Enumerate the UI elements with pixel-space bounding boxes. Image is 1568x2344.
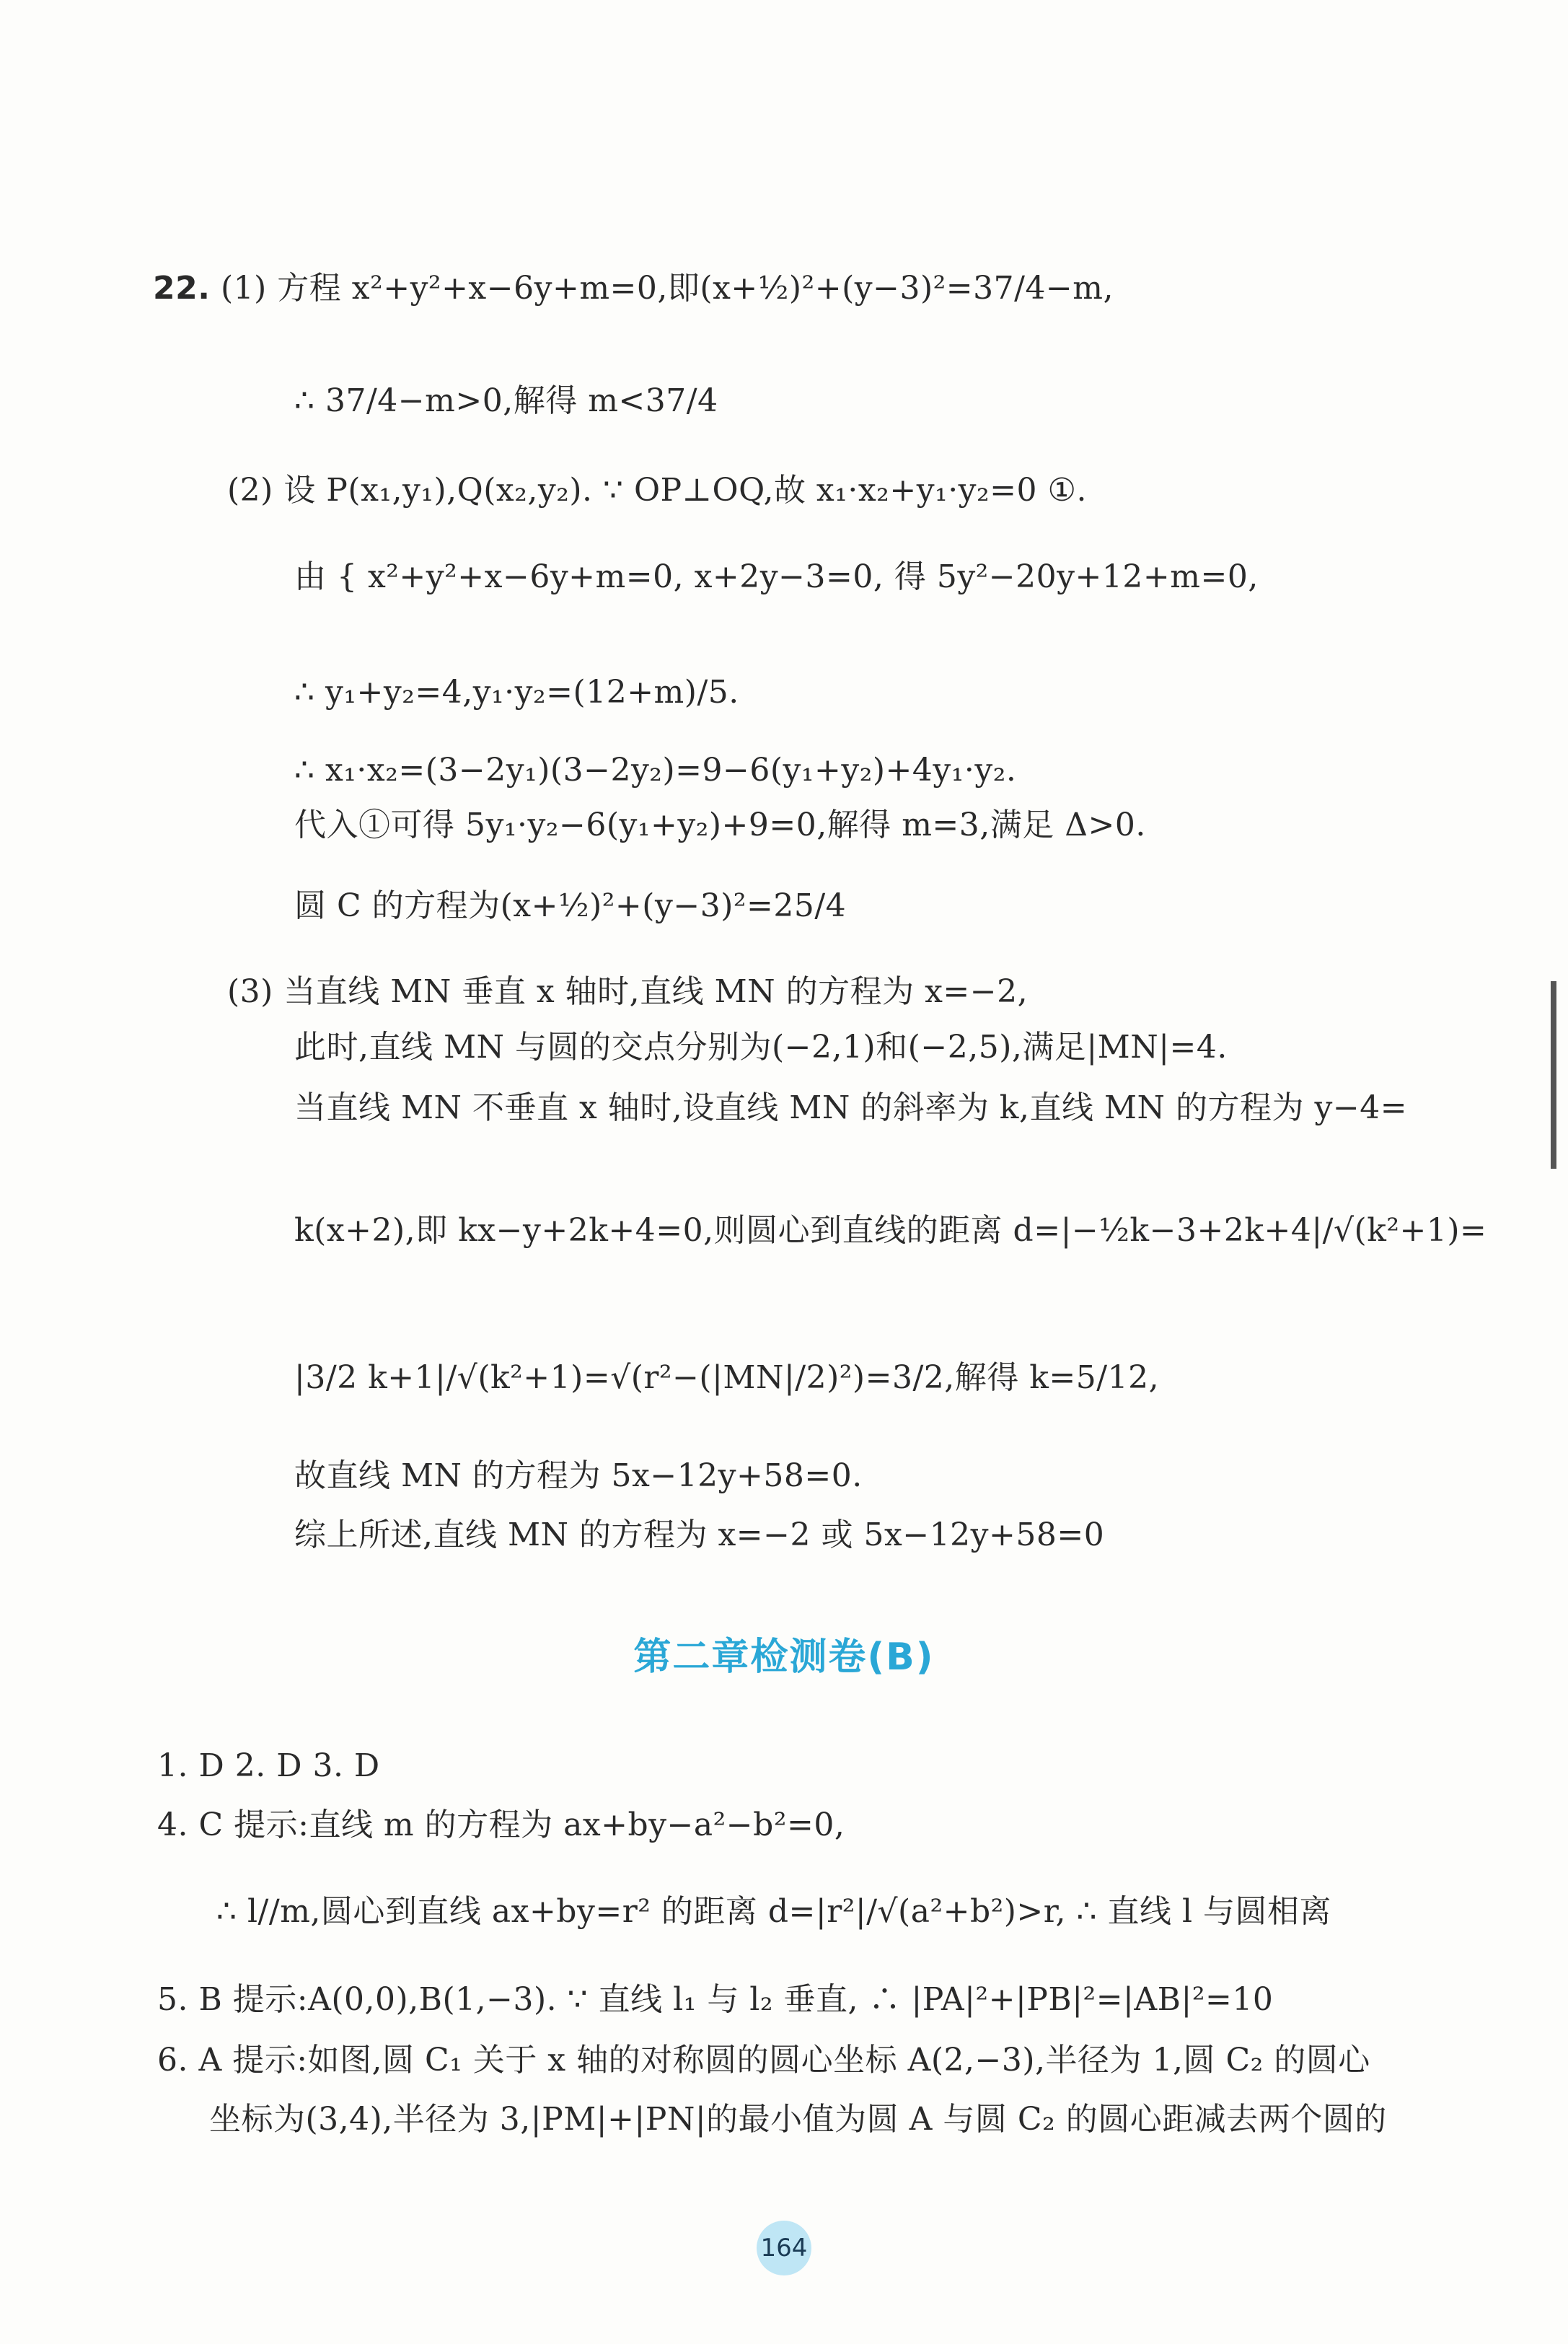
question-number-22: 22. bbox=[153, 270, 211, 307]
q22-line-6: ∴ x₁·x₂=(3−2y₁)(3−2y₂)=9−6(y₁+y₂)+4y₁·y₂. bbox=[294, 752, 1017, 789]
answer-6-continued: 坐标为(3,4),半径为 3,|PM|+|PN|的最小值为圆 A 与圆 C₂ 的圆心距减去两个圆的 bbox=[209, 2101, 1387, 2138]
answers-1-3: 1. D 2. D 3. D bbox=[157, 1747, 380, 1784]
q22-line-1 bbox=[153, 267, 1114, 310]
q22-line-13: |3/2 k+1|/√(k²+1)=√(r²−(|MN|/2)²)=3/2,解得 k=5/12, bbox=[294, 1359, 1160, 1396]
binding-edge-mark bbox=[1551, 981, 1556, 1169]
answer-5: 5. B 提示:A(0,0),B(1,−3). ∵ 直线 l₁ 与 l₂ 垂直, ∴ |PA|²+|PB|²=|AB|²=10 bbox=[157, 1981, 1274, 2018]
answer-6: 6. A 提示:如图,圆 C₁ 关于 x 轴的对称圆的圆心坐标 A(2,−3),半径为 1,圆 C₂ 的圆心 bbox=[157, 2042, 1370, 2079]
q22-line-3: (2) 设 P(x₁,y₁),Q(x₂,y₂). ∵ OP⊥OQ,故 x₁·x₂+y₁·y₂=0 ①. bbox=[227, 472, 1087, 509]
q22-line-15: 综上所述,直线 MN 的方程为 x=−2 或 5x−12y+58=0 bbox=[294, 1516, 1105, 1553]
section-title: 第二章检测卷(B) bbox=[633, 1636, 935, 1679]
q22-line-14: 故直线 MN 的方程为 5x−12y+58=0. bbox=[294, 1457, 863, 1494]
answer-4: 4. C 提示:直线 m 的方程为 ax+by−a²−b²=0, bbox=[157, 1807, 845, 1843]
q22-line-8: 圆 C 的方程为(x+½)²+(y−3)²=25/4 bbox=[294, 887, 847, 924]
q22-line-7: 代入①可得 5y₁·y₂−6(y₁+y₂)+9=0,解得 m=3,满足 Δ>0. bbox=[294, 807, 1146, 843]
q22-line-4: 由 { x²+y²+x−6y+m=0, x+2y−3=0, 得 5y²−20y+12+m=0, bbox=[294, 558, 1259, 595]
answer-4-detail: ∴ l//m,圆心到直线 ax+by=r² 的距离 d=|r²|/√(a²+b²)>r, ∴ 直线 l 与圆相离 bbox=[216, 1893, 1331, 1930]
q22-line-10: 此时,直线 MN 与圆的交点分别为(−2,1)和(−2,5),满足|MN|=4. bbox=[294, 1029, 1228, 1066]
q22-line-2: ∴ 37/4−m>0,解得 m<37/4 bbox=[294, 382, 718, 419]
q22-line-5: ∴ y₁+y₂=4,y₁·y₂=(12+m)/5. bbox=[294, 674, 739, 711]
q22-line-11: 当直线 MN 不垂直 x 轴时,设直线 MN 的斜率为 k,直线 MN 的方程为 y−4= bbox=[294, 1089, 1408, 1126]
q22-line-12: k(x+2),即 kx−y+2k+4=0,则圆心到直线的距离 d=|−½k−3+2k+4|/√(k²+1)= bbox=[294, 1212, 1487, 1249]
q22-part1-text: (1) 方程 x²+y²+x−6y+m=0,即(x+½)²+(y−3)²=37/4−m, bbox=[220, 270, 1114, 307]
page-number: 164 bbox=[757, 2221, 811, 2275]
q22-line-9: (3) 当直线 MN 垂直 x 轴时,直线 MN 的方程为 x=−2, bbox=[227, 973, 1029, 1010]
